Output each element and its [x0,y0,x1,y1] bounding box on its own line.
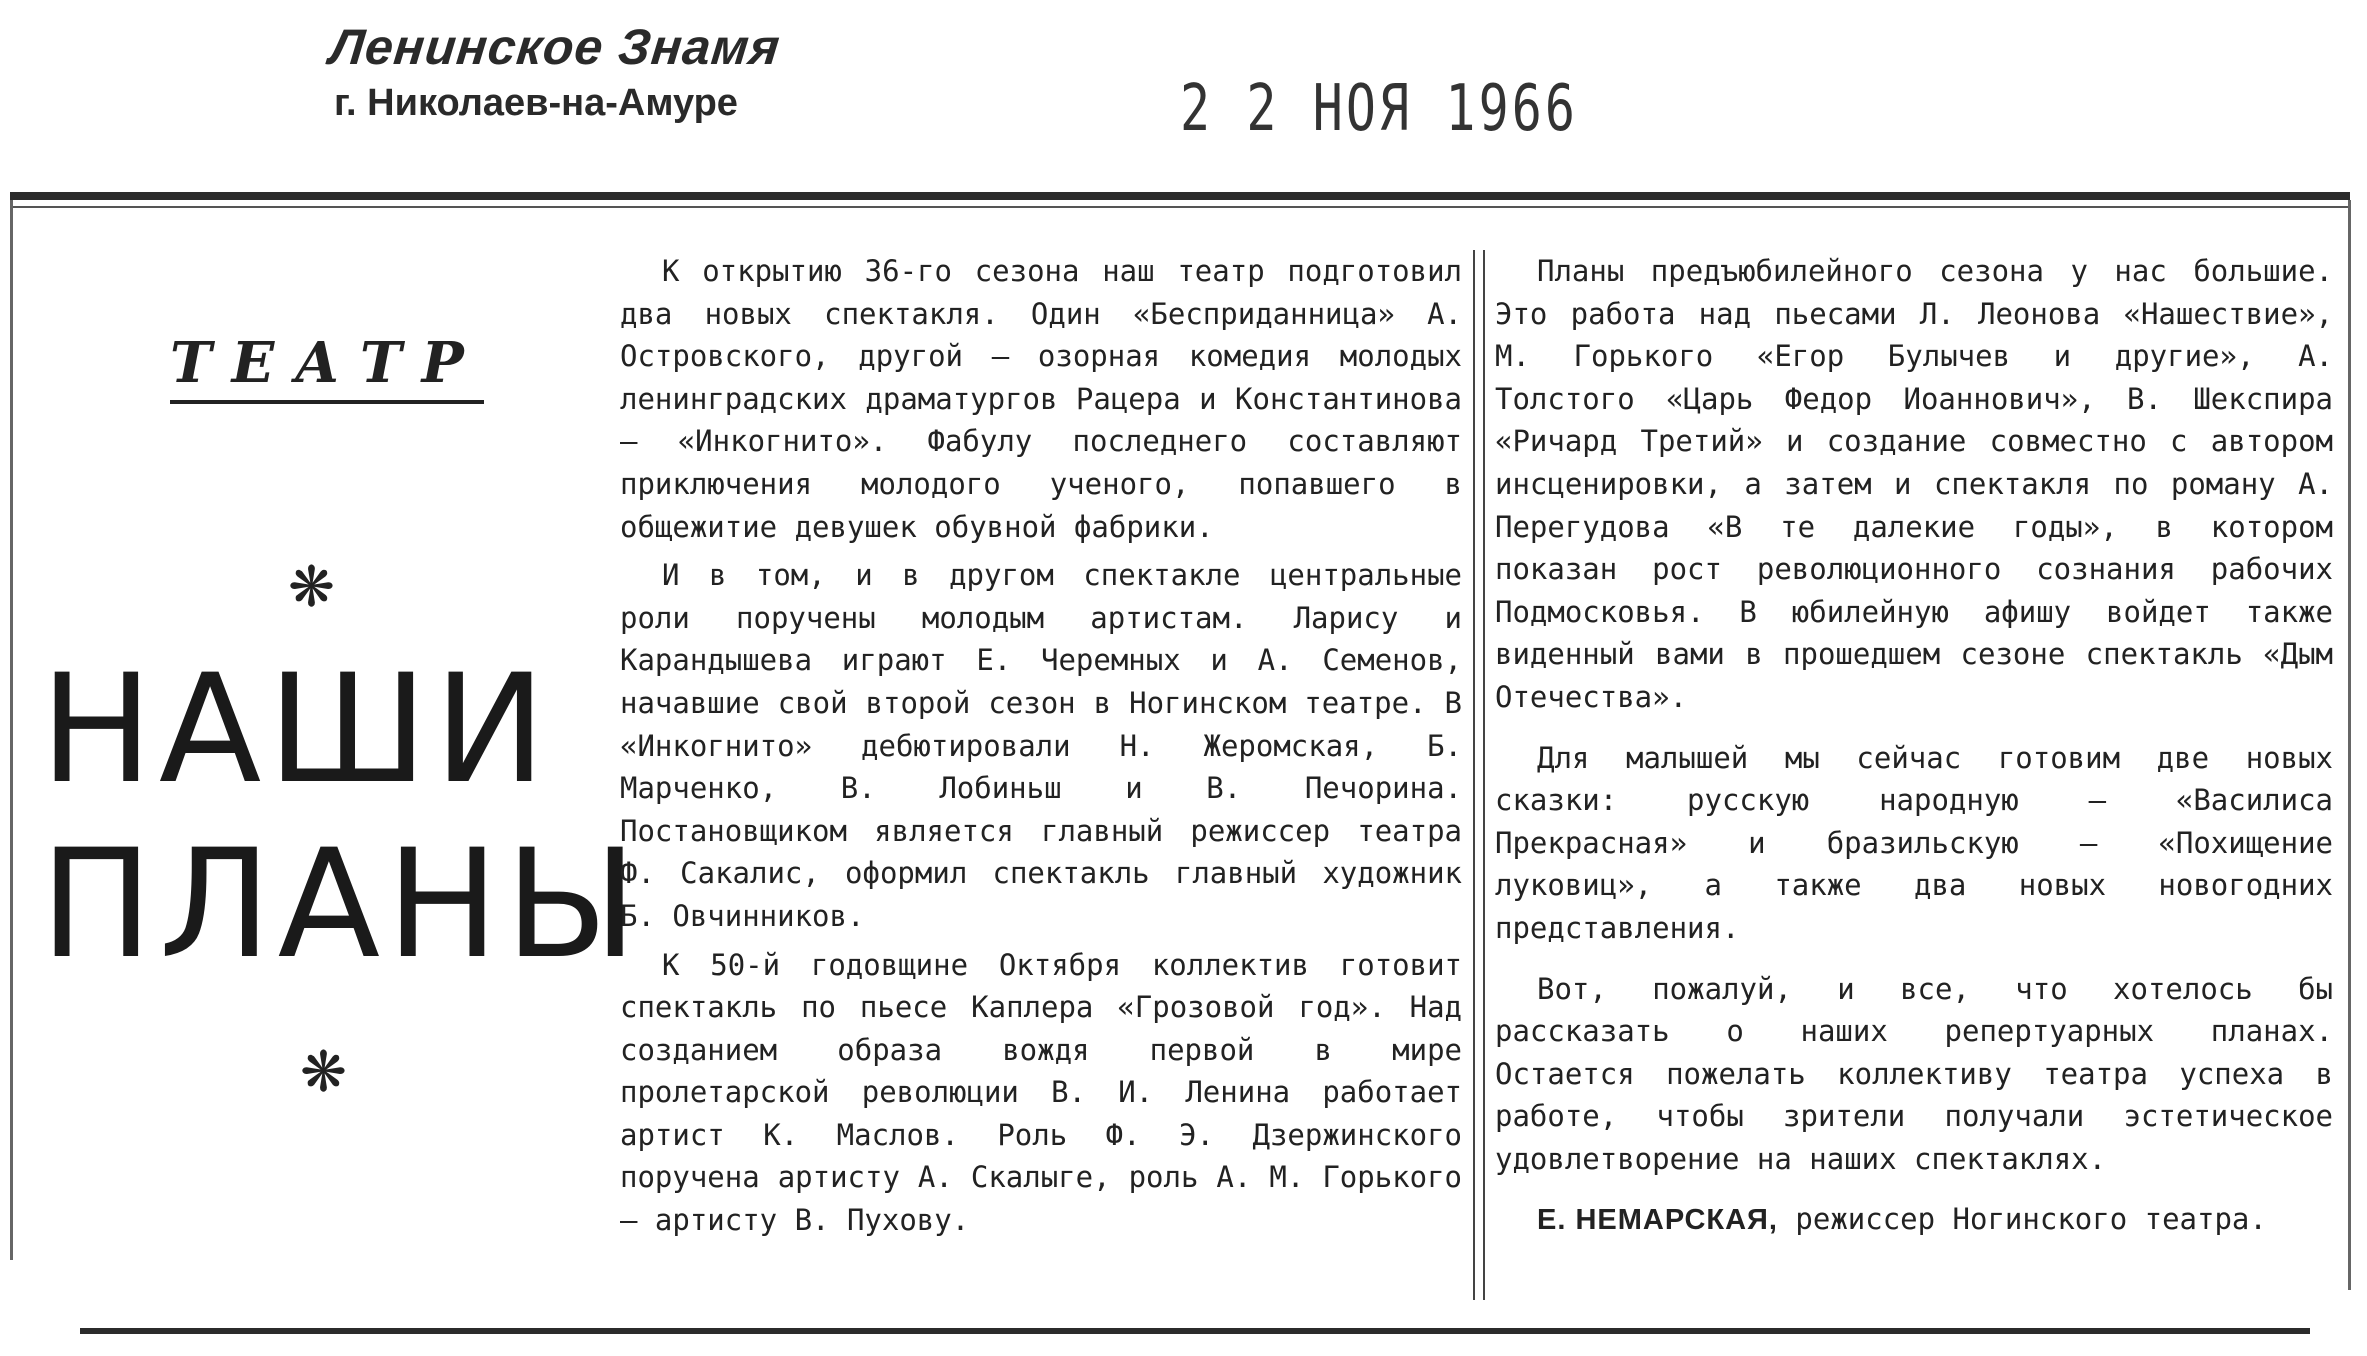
masthead [327,18,784,125]
signature-name: Е. НЕМАРСКАЯ, [1537,1204,1778,1237]
paragraph: Вот, пожалуй, и все, что хотелось бы рассказать о наших репертуарных планах. Остается пожелать коллективу театра успеха в работе, чтобы зрители получали эстетическое удовлетворение на наших спектаклях. [1495,971,2333,1176]
rubric-label: ТЕАТР [170,330,484,404]
article-column-2 [1495,250,2333,1260]
column-separator [1473,250,1475,1300]
left-rule [10,200,13,1260]
paragraph: Планы предъюбилейного сезона у нас большие. Это работа над пьесами Л. Леонова «Нашествие», М. Горького «Егор Булычев и другие», А. Толстого «Царь Федор Иоаннович», В. Шекспира «Ричард Третий» и создание совместно с автором инсценировки, а затем и спектакля по роману А. Перегудова «В те далекие годы», в котором показан рост революционного сознания рабочих Подмосковья. В юбилейную афишу войдет также виденный вами в прошедшем сезоне спектакль «Дым Отечества». [1495,254,2333,714]
top-rule-thin [10,206,2350,208]
top-rule [10,192,2350,200]
ornament-star-icon: ❋ [288,555,335,620]
ornament-star-icon: ❋ [300,1040,347,1105]
newspaper-name: Ленинское Знамя [327,19,784,75]
signature [1495,1198,2333,1242]
paragraph: Для малышей мы сейчас готовим две новых сказки: русскую народную — «Василиса Прекрасная» и бразильскую — «Похищение луковиц», а также два новых новогодних представления. [1495,740,2333,945]
paragraph: К открытию 36-го сезона наш театр подготовил два новых спектакля. Один «Бесприданница» А. Островского, другой — озорная комедия молодых ленинградских драматургов Рацера и Константинова — «Инкогнито». Фабулу последнего составляют приключения молодого ученого, попавшего в общежитие девушек обувной фабрики. [620,254,1462,544]
column-separator [1483,250,1485,1300]
bottom-rule [80,1328,2310,1334]
newspaper-city: г. Николаев-на-Амуре [334,82,738,124]
article-column-1 [620,250,1462,1248]
date-stamp: 2 2 НОЯ 1966 [1180,72,1579,146]
paragraph: И в том, и в другом спектакле центральные роли поручены молодым артистам. Ларису и Карандышева играют Е. Черемных и А. Семенов, начавшие свой второй сезон в Ногинском театре. В «Инкогнито» дебютировали Н. Жеромская, Б. Марченко, В. Лобиньш и В. Печорина. Постановщиком является главный режиссер театра Ф. Сакалис, оформил спектакль главный художник Б. Овчинников. [620,558,1462,933]
headline-line-2: ПЛАНЫ [40,818,644,992]
headline-line-1: НАШИ [40,643,553,817]
paragraph: К 50-й годовщине Октября коллектив готовит спектакль по пьесе Каплера «Грозовой год». Над созданием образа вождя первой в мире пролетарской революции В. И. Ленина работает артист К. Маслов. Роль Ф. Э. Дзержинского поручена артисту А. Скалыге, роль А. М. Горького — артисту В. Пухову. [620,947,1462,1238]
signature-role: режиссер Ногинского театра. [1795,1202,2267,1237]
right-rule [2348,200,2351,1290]
